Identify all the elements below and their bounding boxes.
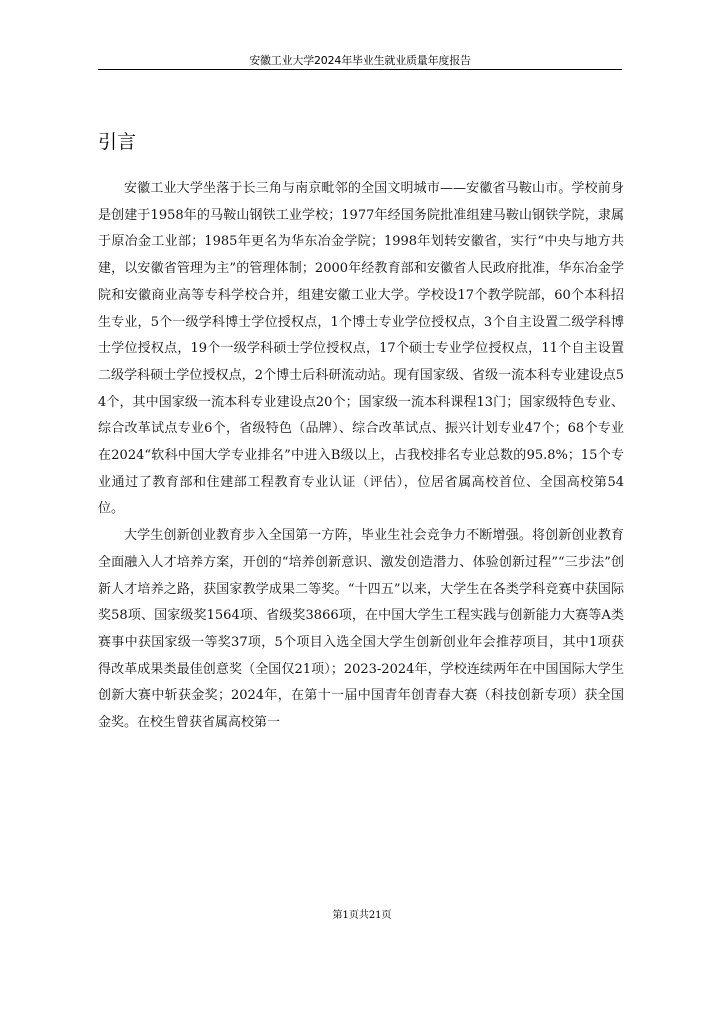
header-divider (98, 69, 622, 70)
paragraph-innovation: 大学生创新创业教育步入全国第一方阵，毕业生社会竞争力不断增强。将创新创业教育全面融入人才培养方案，开创的“培养创新意识、激发创造潜力、体验创新过程”“三步法”创新人才培养之路，获国家教学成果二等奖。“十四五”以来，大学生在各类学科竞赛中获国际奖58项、国家级奖1564项、省级奖3866项，在中国大学生工程实践与创新能力大赛等A类赛事中获国家级一等奖37项，5个项目入选全国大学生创新创业年会推荐项目，其中1项获得改革成果类最佳创意奖（全国仅21项）；2023-2024年，学校连续两年在中国国际大学生创新大赛中斩获金奖；2024年，在第十一届中国青年创青春大赛（科技创新专项）获全国金奖。在校生曾获省属高校第一 (98, 528, 624, 731)
section-title: 引言 (98, 131, 137, 153)
page-number: 第1页共21页 (332, 910, 392, 921)
running-header: 安徽工业大学2024年毕业生就业质量年度报告 (249, 54, 471, 67)
body-text (98, 176, 624, 737)
paragraph-introduction: 安徽工业大学坐落于长三角与南京毗邻的全国文明城市——安徽省马鞍山市。学校前身是创建于1958年的马鞍山钢铁工业学校；1977年经国务院批准组建马鞍山钢铁学院，隶属于原冶金工业部；1985年更名为华东冶金学院；1998年划转安徽省，实行“中央与地方共建，以安徽省管理为主”的管理体制；2000年经教育部和安徽省人民政府批准，华东冶金学院和安徽商业高等专科学校合并，组建安徽工业大学。学校设17个教学院部，60个本科招生专业，5个一级学科博士学位授权点，1个博士专业学位授权点，3个自主设置二级学科博士学位授权点，19个一级学科硕士学位授权点，17个硕士专业学位授权点，11个自主设置二级学科硕士学位授权点，2个博士后科研流动站。现有国家级、省级一流本科专业建设点54个，其中国家级一流本科专业建设点20个；国家级一流本科课程13门；国家级特色专业、综合改革试点专业6个，省级特色（品牌）、综合改革试点、振兴计划专业47个；68个专业在2024“软科中国大学专业排名”中进入B级以上，占我校排名专业总数的95.8%；15个专业通过了教育部和住建部工程教育专业认证（评估），位居省属高校首位、全国高校第54位。 (98, 181, 624, 517)
